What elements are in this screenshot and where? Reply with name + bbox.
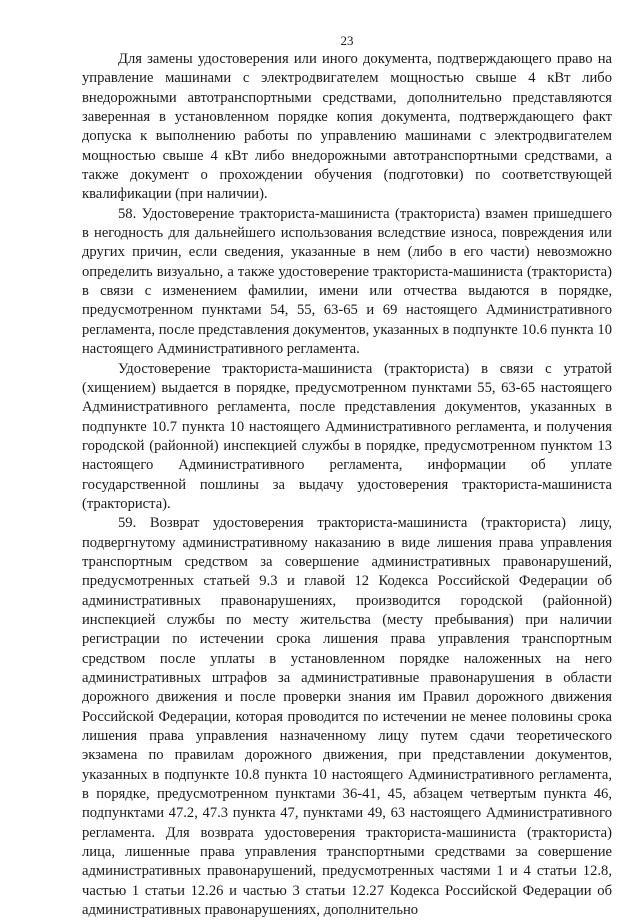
document-body	[82, 50, 612, 920]
paragraph-replacement-documents: Для замены удостоверения или иного документа, подтверждающего право на управление машинами с электродвигателем мощностью свыше 4 кВт либо внедорожными автотранспортными средствами, дополнительно представляются заверенная в установленном порядке копия документа, подтверждающего факт допуска к выполнению работы по управлению машинами с электродвигателем мощностью свыше 4 кВт либо внедорожными автотранспортными средствами, а также документ о прохождении обучения (подготовки) по соответствующей квалификации (при наличии).	[82, 51, 612, 203]
paragraph-58: 58. Удостоверение тракториста-машиниста (тракториста) взамен пришедшего в негодность для дальнейшего использования вследствие износа, повреждения или других причин, если сведения, указанные в нем (либо в его части) невозможно определить визуально, а также удостоверение тракториста-машиниста (тракториста) в связи с изменением фамилии, имени или отчества выдаются в порядке, предусмотренном пунктами 54, 55, 63-65 и 69 настоящего Административного регламента, после представления документов, указанных в подпункте 10.6 пункта 10 настоящего Административного регламента.	[82, 205, 612, 358]
page-number: 23	[340, 33, 354, 48]
paragraph-loss-theft: Удостоверение тракториста-машиниста (тракториста) в связи с утратой (хищением) выдается в порядке, предусмотренном пунктами 55, 63-65 настоящего Административного регламента, после представления документов, указанных в подпункте 10.7 пункта 10 настоящего Административного регламента, и получения городской (районной) инспекцией службы в порядке, предусмотренном пунктом 13 настоящего Административного регламента, информации об уплате государственной пошлины за выдачу удостоверения тракториста-машиниста (тракториста).	[82, 360, 612, 512]
paragraph-59: 59. Возврат удостоверения тракториста-машиниста (тракториста) лицу, подвергнутому административному наказанию в виде лишения права управления транспортным средством за совершение административных правонарушений, предусмотренных статьей 9.3 и главой 12 Кодекса Российской Федерации об административных правонарушениях, производится городской (районной) инспекцией службы по месту жительства (месту пребывания) при наличии регистрации по истечении срока лишения права управления транспортным средством после уплаты в установленном порядке наложенных на него административных штрафов за административные правонарушения в области дорожного движения и после проверки знания им Правил дорожного движения Российской Федерации, которая проводится по истечении не менее половины срока лишения права управления назначенному лицу путем сдачи теоретического экзамена по правилам дорожного движения, при представлении документов, указанных в подпункте 10.8 пункта 10 настоящего Административного регламента, в порядке, предусмотренном пунктами 36-41, 45, абзацем четвертым пункта 46, подпунктами 47.2, 47.3 пункта 47, пунктами 49, 63 настоящего Административного регламента. Для возврата удостоверения тракториста-машиниста (тракториста) лица, лишенные права управления транспортными средствами за совершение административных правонарушений, предусмотренных частями 1 и 4 статьи 12.8, частью 1 статьи 12.26 и частью 3 статьи 12.27 Кодекса Российской Федерации об административных правонарушениях, дополнительно	[82, 515, 612, 919]
